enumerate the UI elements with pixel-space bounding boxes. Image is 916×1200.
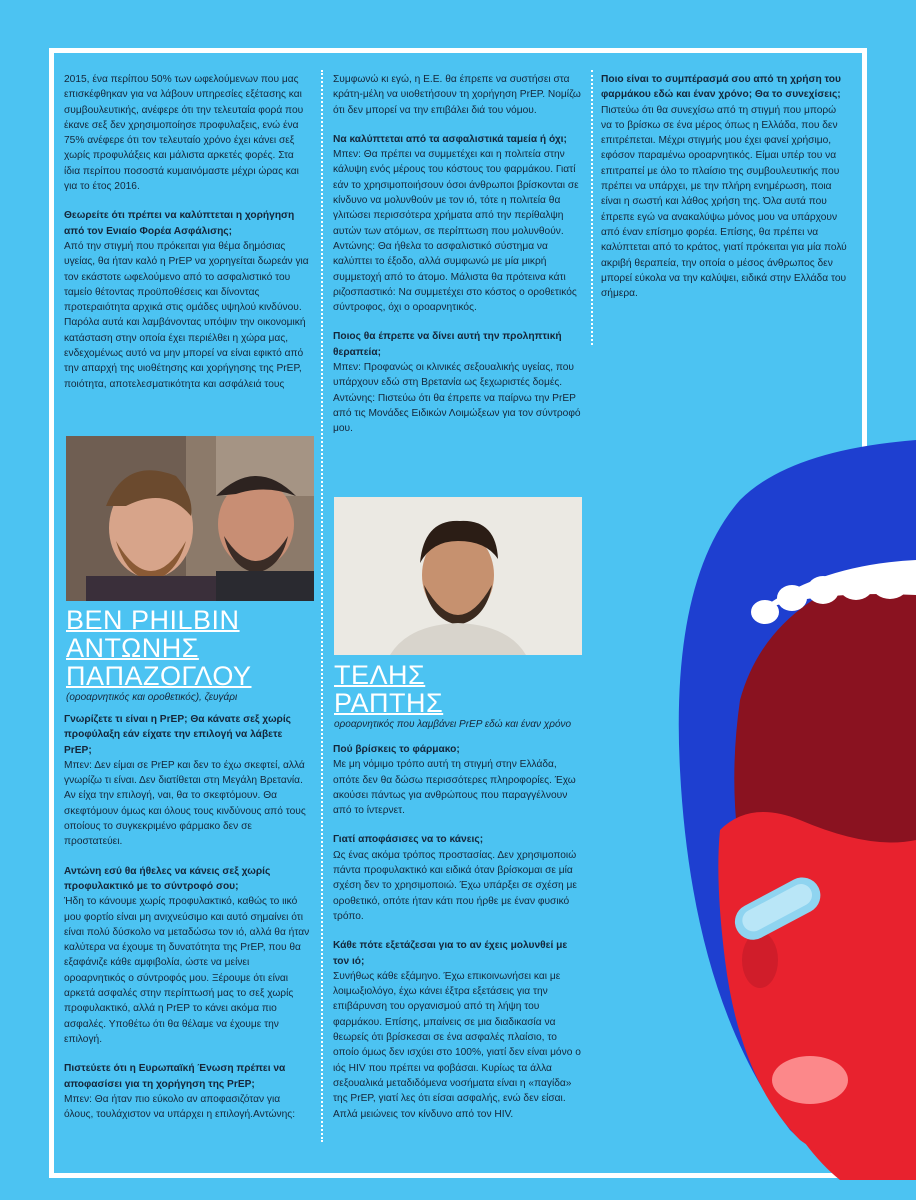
answer: Ως ένας ακόμα τρόπος προστασίας. Δεν χρησιμοποιώ πάντα προφυλακτικό και ειδικά όταν βρίσκομαι σε μία σχέση δεν το χρησιμοποιώ. Έχω υπάρξει σε σχέση με οροθετικό, οπότε ήταν κάτι που ήρθε με έναν φυσικό τρόπο. — [333, 849, 577, 922]
answer: Ήδη το κάνουμε χωρίς προφυλακτικό, καθώς το ιικό μου φορτίο είναι μη ανιχνεύσιμο και αυτό σημαίνει ότι είναι πολύ δύσκολο να μεταδώσω τον ιό, αλλά θα ήταν καλύτερα να έχουμε τη δυνατότητα της PrEP, που θα εξαφάνιζε κάθε αμφιβολία, ώστε να μείνει οροαρνητικός ο σύντροφός μου. Ξέρουμε ότι είναι αρκετά ασφαλές στην περίπτωσή μας το σεξ χωρίς προφυλακτικό, αλλά η PrEP το κάνει ακόμα πιο ασφαλές. Υποθέτω ότι θα θέλαμε να έχουμε την επιλογή. — [64, 896, 310, 1045]
page-frame-top — [49, 48, 867, 53]
question: Γνωρίζετε τι είναι η PrEP; Θα κάνατε σεξ χωρίς προφύλαξη εάν είχατε την επιλογή να λάβετε PrEP; — [64, 714, 291, 756]
telis-qa — [333, 742, 581, 1122]
page-frame-left — [49, 48, 54, 1178]
telis-name-block — [334, 661, 584, 732]
question: Κάθε πότε εξετάζεσαι για το αν έχεις μολυνθεί με τον ιό; — [333, 940, 568, 967]
question: Να καλύπτεται από τα ασφαλιστικά ταμεία ή όχι; — [333, 133, 567, 145]
answer-insurance: Από την στιγμή που πρόκειται για θέμα δημόσιας υγείας, θα ήταν καλό η PrEP να χορηγείται δωρεάν για τον εκάστοτε ωφελούμενο από το ασφαλιστικό του ταμείο θέτοντας προϋποθέσεις και δίνοντας προτεραιότητα αρχικά στις ομάδες υψηλού κινδύνου. Παρόλα αυτά και λαμβάνοντας υπόψιν την οικονομική κατάσταση στην οποία έχει περιέλθει η χώρα μας, ενδεχομένως αυτό να μην μπορεί να είναι εφικτό από την απαρχή της υιοθέτησης και χορήγησης της PrEP, ποιότητα, αποτελεσματικότητα και ασφάλειά τους — [64, 240, 309, 390]
column-1-top — [64, 72, 312, 392]
answer: Μπεν: Δεν είμαι σε PrEP και δεν το έχω σκεφτεί, αλλά γνωρίζω τι είναι. Δεν διατίθεται στη Μεγάλη Βρετανία. Αν είχα την επιλογή, ναι, θα το σκεφτόμουν. Θα σκεφτόμουν όμως και όλους τους κινδύνους από τους οποίους το συγκεκριμένο φάρμακο δεν σε προστατεύει. — [64, 759, 306, 848]
answer: Μπεν: Θα πρέπει να συμμετέχει και η πολιτεία στην κάλυψη ενός μέρους του κόστους του φαρμάκου. Γιατί εάν το χρησιμοποιήσουν όσοι άνθρωποι βρίσκονται σε κίνδυνο να μολυνθούν με τον ιό, τότε η πολιτεία θα γλιτώσει περισσότερα χρήματα από την περίθαλψη αυτών των ατόμων, σε περίπτωση που μολυνθούν. Αντώνης: Θα ήθελα το ασφαλιστικό σύστημα να καλύπτει το έξοδο, αλλά συμφωνώ με μία μικρή συμμετοχή από το άτομο. Μάλιστα θα πρότεινα κάτι ριζοσπαστικό: Να συμμετέχει στο κόστος ο οροθετικός σύντροφος, όχι ο οροαρνητικός. — [333, 149, 579, 314]
couple-photo-illustration — [66, 436, 314, 601]
question: Ποιο είναι το συμπέρασμά σου από τη χρήση του φαρμάκου εδώ και έναν χρόνο; Θα το συνεχίσεις; — [601, 74, 841, 101]
column-2-top — [333, 72, 581, 437]
interviewee-caption: (οροαρνητικός και οροθετικός), ζευγάρι — [66, 692, 238, 703]
question: Πιστεύετε ότι η Ευρωπαϊκή Ένωση πρέπει να αποφασίσει για τη χορήγηση της PrEP; — [64, 1063, 286, 1090]
interviewee-name-line-1: ΤΕΛΗΣ — [334, 660, 426, 690]
continued-paragraph: Συμφωνώ κι εγώ, η Ε.Ε. θα έπρεπε να συστήσει στα κράτη-μέλη να υιοθετήσουν τη χορήγηση PrEP. Νομίζω ότι δεν μπορεί να την επιβάλει διά του νόμου. — [333, 74, 581, 116]
answer: Με μη νόμιμο τρόπο αυτή τη στιγμή στην Ελλάδα, οπότε δεν θα δώσω περισσότερες πληροφορίες. Έχω ακούσει πάντως για ανθρώπους που παραγγέλνουν από το ίντερνετ. — [333, 759, 576, 817]
ben-qa — [64, 712, 312, 1122]
answer: Συνήθως κάθε εξάμηνο. Έχω επικοινωνήσει και με λοιμωξιολόγο, έχω κάνει έξτρα εξετάσεις για την επιβάρυνση του οργανισμού από τη λήψη του φαρμάκου. Επίσης, μπαίνεις σε μια διαδικασία να θεωρείς ότι βρίσκεσαι σε ένα ασφαλές πλαίσιο, το οποίο όμως δεν ισχύει στο 100%, γιατί δεν είναι μόνο ο ιός HIV που πρέπει να φοβάσαι. Κυρίως τα άλλα σεξουαλικά μεταδιδόμενα νοσήματα είναι η «παγίδα» της PrEP, γιατί λες ότι είσαι ασφαλής, ενώ δεν είσαι. Απλά μειώνεις τον κίνδυνο από τον HIV. — [333, 970, 581, 1120]
mouth-illustration — [640, 440, 916, 1180]
column-divider-1 — [321, 70, 323, 1142]
couple-photo — [66, 436, 314, 601]
question: Ποιος θα έπρεπε να δίνει αυτή την προληπτική θεραπεία; — [333, 331, 562, 358]
answer: Μπεν: Θα ήταν πιο εύκολο αν αποφασιζόταν για όλους, τουλάχιστον να υπάρχει η επιλογή.Αντώνης: — [64, 1093, 296, 1121]
interviewee-name-line-2: ΡΑΠΤΗΣ — [334, 688, 444, 718]
interviewee-caption: οροαρνητικός που λαμβάνει PrEP εδώ και έναν χρόνο — [334, 719, 572, 730]
intro-paragraph: 2015, ένα περίπου 50% των ωφελούμενων που μας επισκέφθηκαν για να λάβουν υπηρεσίες εξέτασης και συμβουλευτικής, ανέφερε ότι την τελευταία φορά που έκανε σεξ δεν χρησιμοποίησε προφυλαξεις, ενώ ένα 75% ανέφερε ότι τον τελευταίο χρόνο έχει κάνει σεξ χωρίς προφυλάξεις και μάλιστα αρκετές φορές. Στα ίδια περίπου ποσοστά κυμαινόμαστε μέχρι ώρας και για το έτος 2016. — [64, 74, 304, 193]
interviewee-name-line-1: BEN PHILBIN — [66, 605, 240, 635]
question: Γιατί αποφάσισες να το κάνεις; — [333, 834, 484, 846]
column-3 — [601, 72, 849, 301]
question-insurance: Θεωρείτε ότι πρέπει να καλύπτεται η χορήγηση από τον Ενιαίο Φορέα Ασφάλισης; — [64, 210, 295, 237]
answer: Μπεν: Προφανώς οι κλινικές σεξουαλικής υγείας, που υπάρχουν εδώ στη Βρετανία ως ξεχωριστές δομές. Αντώνης: Πιστεύω ότι θα έπρεπε να παίρνω την PrEP από τις Μονάδες Ειδικών Λοιμώξεων για τον σύντροφό μου. — [333, 362, 581, 435]
ben-name-block — [66, 606, 316, 705]
column-divider-2 — [591, 70, 593, 345]
interviewee-name-line-2: ΑΝΤΩΝΗΣ — [66, 633, 199, 663]
telis-photo — [334, 497, 582, 655]
open-mouth-graphic — [640, 440, 916, 1180]
telis-photo-illustration — [334, 497, 582, 655]
answer: Πιστεύω ότι θα συνεχίσω από τη στιγμή που μπορώ να το βρίσκω σε ένα μέρος όπως η Ελλάδα, που δεν επιτρέπεται. Μέχρι στιγμής μου έχει φανεί χρήσιμο, εφόσον παραμένω οροαρνητικός. Είμαι υπέρ του να επιτραπεί με όλο το πλαίσιο της συμβουλευτικής που πρέπει να υπάρχει, με την πλήρη ενημέρωση, ποια είναι η σωστή και λάθος χρήση της. Όλα αυτά που έπρεπε εγώ να ανακαλύψω μόνος μου να υπάρχουν από έναν επίσημο φορέα. Επίσης, θα πρέπει να καλύπτεται από το κράτος, γιατί πρόκειται για μία πολύ ακριβή θεραπεία, την οποία ο μέσος άνθρωπος δεν μπορεί εύκολα να την καλύψει, ειδικά στην Ελλάδα του σήμερα. — [601, 104, 847, 300]
question: Πού βρίσκεις το φάρμακο; — [333, 744, 460, 755]
interviewee-name-line-3: ΠΑΠΑΖΟΓΛΟΥ — [66, 661, 252, 691]
question: Αντώνη εσύ θα ήθελες να κάνεις σεξ χωρίς προφυλακτικό με το σύντροφό σου; — [64, 865, 271, 892]
